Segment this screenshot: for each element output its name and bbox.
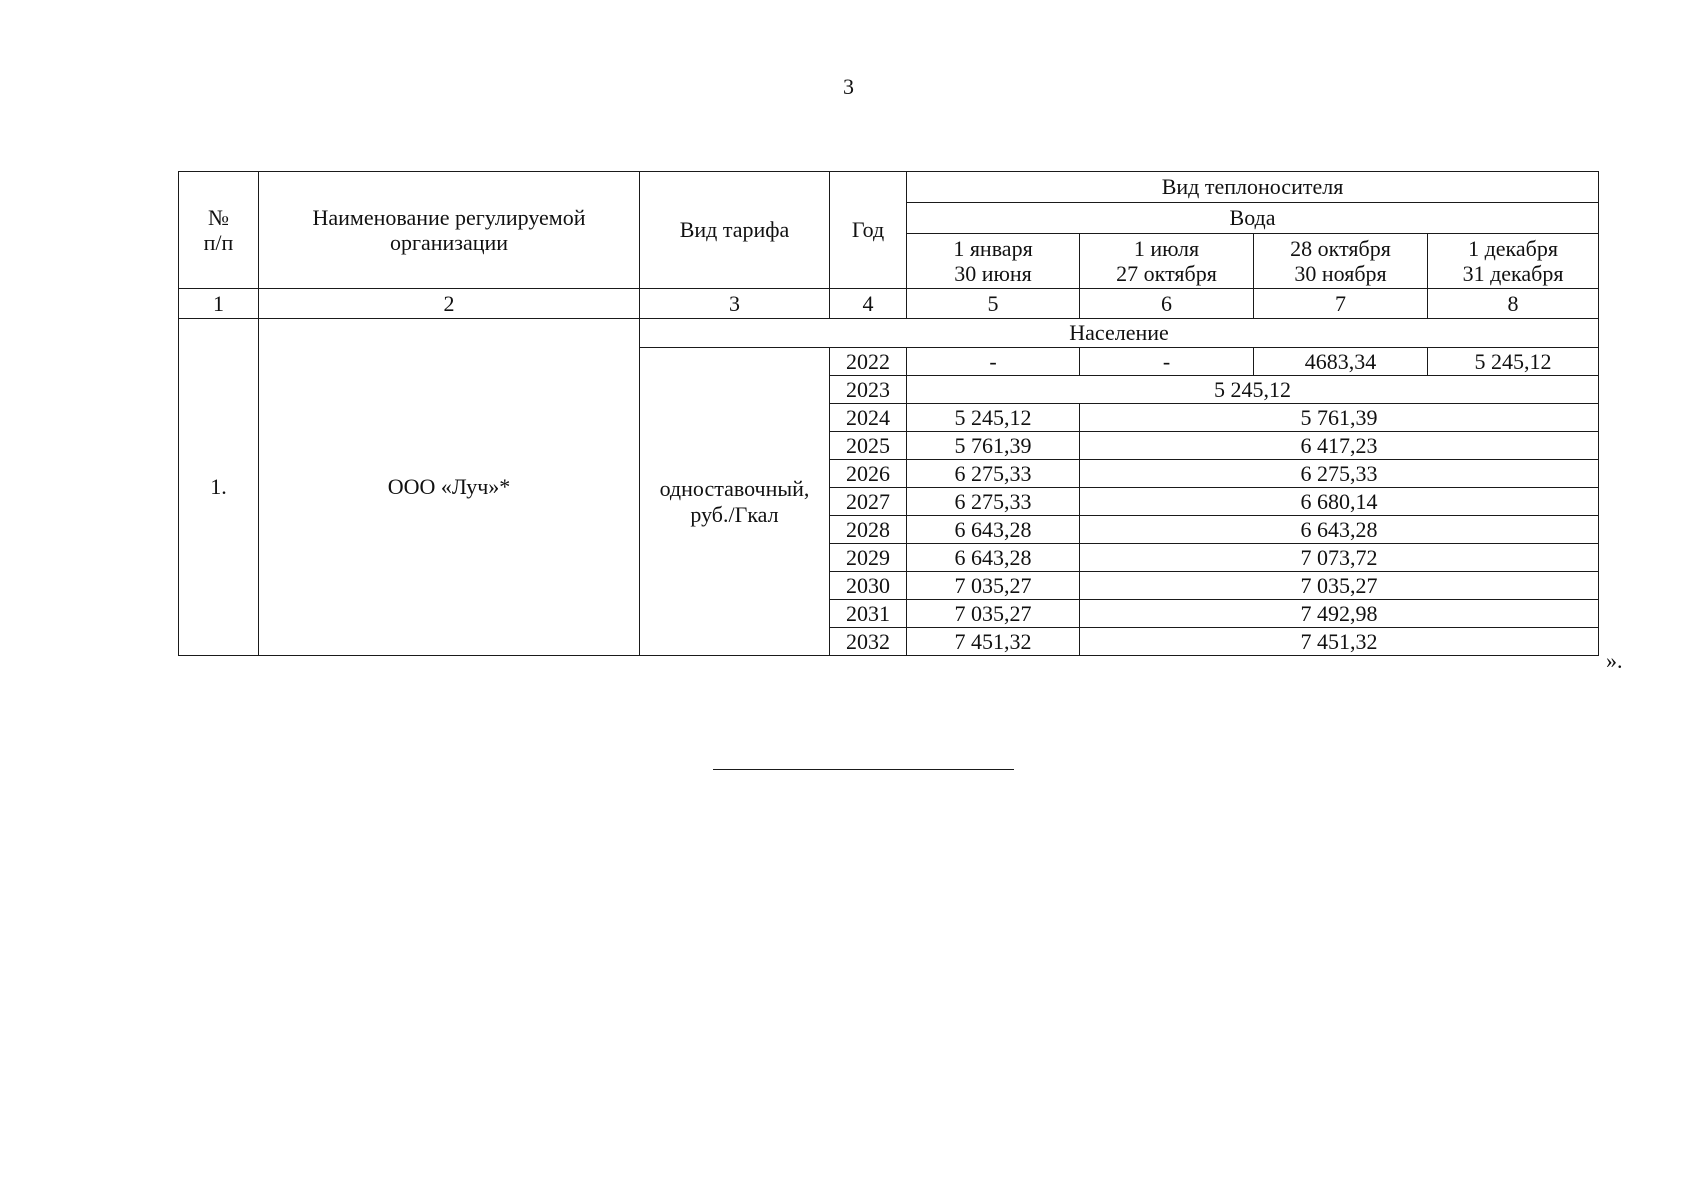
tariff-type [640, 348, 830, 656]
period-1-end: 30 июня [954, 261, 1032, 286]
year-cell: 2025 [830, 432, 907, 460]
tariff-type-line1: одноставочный, [659, 476, 810, 502]
value-cell: - [907, 348, 1080, 376]
year-cell: 2028 [830, 516, 907, 544]
header-period-1 [907, 234, 1080, 289]
page-number: 3 [843, 74, 854, 99]
header-tariff: Вид тарифа [640, 172, 830, 289]
column-number: 4 [830, 289, 907, 319]
value-cell: 7 035,27 [907, 600, 1080, 628]
value-cell: 7 451,32 [1080, 628, 1599, 656]
value-cell: 6 275,33 [1080, 460, 1599, 488]
header-period-4 [1428, 234, 1599, 289]
value-cell: 5 761,39 [1080, 404, 1599, 432]
value-cell: 7 035,27 [907, 572, 1080, 600]
header-num-line2: п/п [203, 230, 234, 255]
column-number: 1 [179, 289, 259, 319]
year-cell: 2030 [830, 572, 907, 600]
value-cell: 5 245,12 [1428, 348, 1599, 376]
year-cell: 2031 [830, 600, 907, 628]
tariff-type-line2: руб./Гкал [690, 501, 779, 527]
header-year: Год [830, 172, 907, 289]
value-cell: 6 417,23 [1080, 432, 1599, 460]
column-numbers-row [179, 289, 1599, 319]
year-cell: 2029 [830, 544, 907, 572]
value-cell: 5 245,12 [907, 404, 1080, 432]
value-cell: 4683,34 [1254, 348, 1428, 376]
period-3-start: 28 октября [1290, 235, 1391, 261]
value-cell: 7 451,32 [907, 628, 1080, 656]
period-3-end: 30 ноября [1294, 261, 1387, 286]
year-cell: 2032 [830, 628, 907, 656]
header-num-line1: № [208, 204, 229, 230]
year-cell: 2026 [830, 460, 907, 488]
value-cell: 6 643,28 [1080, 516, 1599, 544]
closing-quote: ». [1606, 648, 1623, 673]
header-period-3 [1254, 234, 1428, 289]
period-2-end: 27 октября [1116, 261, 1217, 286]
header-water: Вода [907, 203, 1599, 234]
year-cell: 2023 [830, 376, 907, 404]
period-4-end: 31 декабря [1462, 261, 1564, 286]
end-divider [713, 769, 1014, 770]
column-number: 2 [259, 289, 640, 319]
column-number: 3 [640, 289, 830, 319]
tariff-table [178, 171, 1599, 656]
header-num [179, 172, 259, 289]
header-org [259, 172, 640, 289]
value-cell: 7 073,72 [1080, 544, 1599, 572]
value-cell: 6 275,33 [907, 460, 1080, 488]
row-number: 1. [179, 319, 259, 656]
header-org-line2: организации [389, 230, 509, 255]
organization-name: ООО «Луч»* [259, 319, 640, 656]
period-2-start: 1 июля [1133, 235, 1200, 261]
value-cell: - [1080, 348, 1254, 376]
header-period-2 [1080, 234, 1254, 289]
period-4-start: 1 декабря [1468, 235, 1558, 261]
column-number: 6 [1080, 289, 1254, 319]
column-number: 8 [1428, 289, 1599, 319]
period-1-start: 1 января [953, 235, 1033, 261]
value-cell: 6 643,28 [907, 544, 1080, 572]
value-cell: 6 680,14 [1080, 488, 1599, 516]
value-cell: 6 643,28 [907, 516, 1080, 544]
year-cell: 2027 [830, 488, 907, 516]
value-cell: 5 245,12 [907, 376, 1599, 404]
header-carrier: Вид теплоносителя [907, 172, 1599, 203]
value-cell: 7 035,27 [1080, 572, 1599, 600]
year-cell: 2024 [830, 404, 907, 432]
header-org-line1: Наименование регулируемой [312, 204, 586, 230]
value-cell: 6 275,33 [907, 488, 1080, 516]
value-cell: 7 492,98 [1080, 600, 1599, 628]
column-number: 7 [1254, 289, 1428, 319]
year-cell: 2022 [830, 348, 907, 376]
column-number: 5 [907, 289, 1080, 319]
group-label: Население [640, 319, 1599, 348]
value-cell: 5 761,39 [907, 432, 1080, 460]
